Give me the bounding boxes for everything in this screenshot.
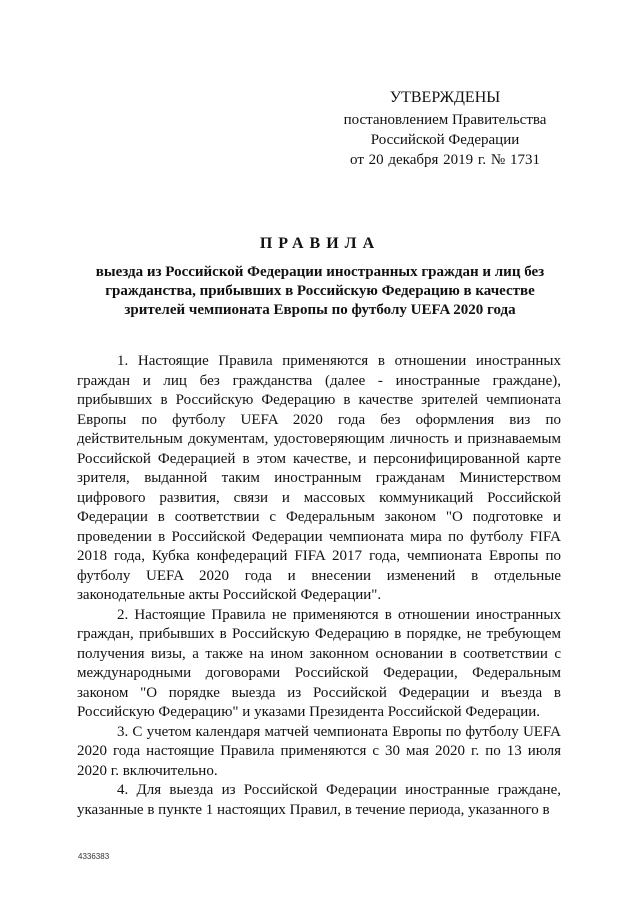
approval-line-1: постановлением Правительства	[343, 112, 547, 128]
paragraph-1: 1. Настоящие Правила применяются в отношении иностранных граждан и лиц без гражданства (далее - иностранные граждане), прибывших в Российскую Федерацию в качестве зрителей чемпионата Европы по футболу UEFA 2020 года без оформления виз по действительным документам, удостоверяющим личность и признаваемым Российской Федерацией в этом качестве, и персонифицированной карте зрителя, выданной таким иностранным гражданам Министерством цифрового развития, связи и массовых коммуникаций Российской Федерации в соответствии с Федеральным законом "О подготовке и проведении в Российской Федерации чемпионата мира по футболу FIFA 2018 года, Кубка конфедераций FIFA 2017 года, чемпионата Европы по футболу UEFA 2020 года и внесении изменений в отдельные законодательные акты Российской Федерации".	[77, 353, 561, 603]
paragraph-3: 3. С учетом календаря матчей чемпионата Европы по футболу UEFA 2020 года настоящие Правила применяются с 30 мая 2020 г. по 13 июля 2020 г. включительно.	[77, 723, 561, 779]
approval-line-2: Российской Федерации	[370, 132, 520, 148]
approval-block	[330, 88, 560, 170]
document-body	[77, 352, 561, 820]
approval-heading: УТВЕРЖДЕНЫ	[389, 89, 501, 106]
document-subtitle: выезда из Российской Федерации иностранных граждан и лиц без гражданства, прибывших в Российскую Федерацию в качестве зрителей чемпионата Европы по футболу UEFA 2020 года	[95, 264, 545, 318]
paragraph-2: 2. Настоящие Правила не применяются в отношении иностранных граждан, прибывших в Российскую Федерацию в порядке, не требующем получения визы, а также на ином законном основании в соответствии с международными договорами Российской Федерации, Федеральным законом "О порядке выезда из Российской Федерации и въезда в Российскую Федерацию" и указами Президента Российской Федерации.	[77, 606, 561, 720]
approval-date-line: от 20 декабря 2019 г. № 1731	[350, 152, 540, 168]
document-title: ПРАВИЛА	[259, 235, 381, 252]
paragraph-4: 4. Для выезда из Российской Федерации иностранные граждане, указанные в пункте 1 настоящих Правил, в течение периода, указанного в	[77, 782, 561, 818]
document-number: 4336383	[78, 852, 110, 861]
